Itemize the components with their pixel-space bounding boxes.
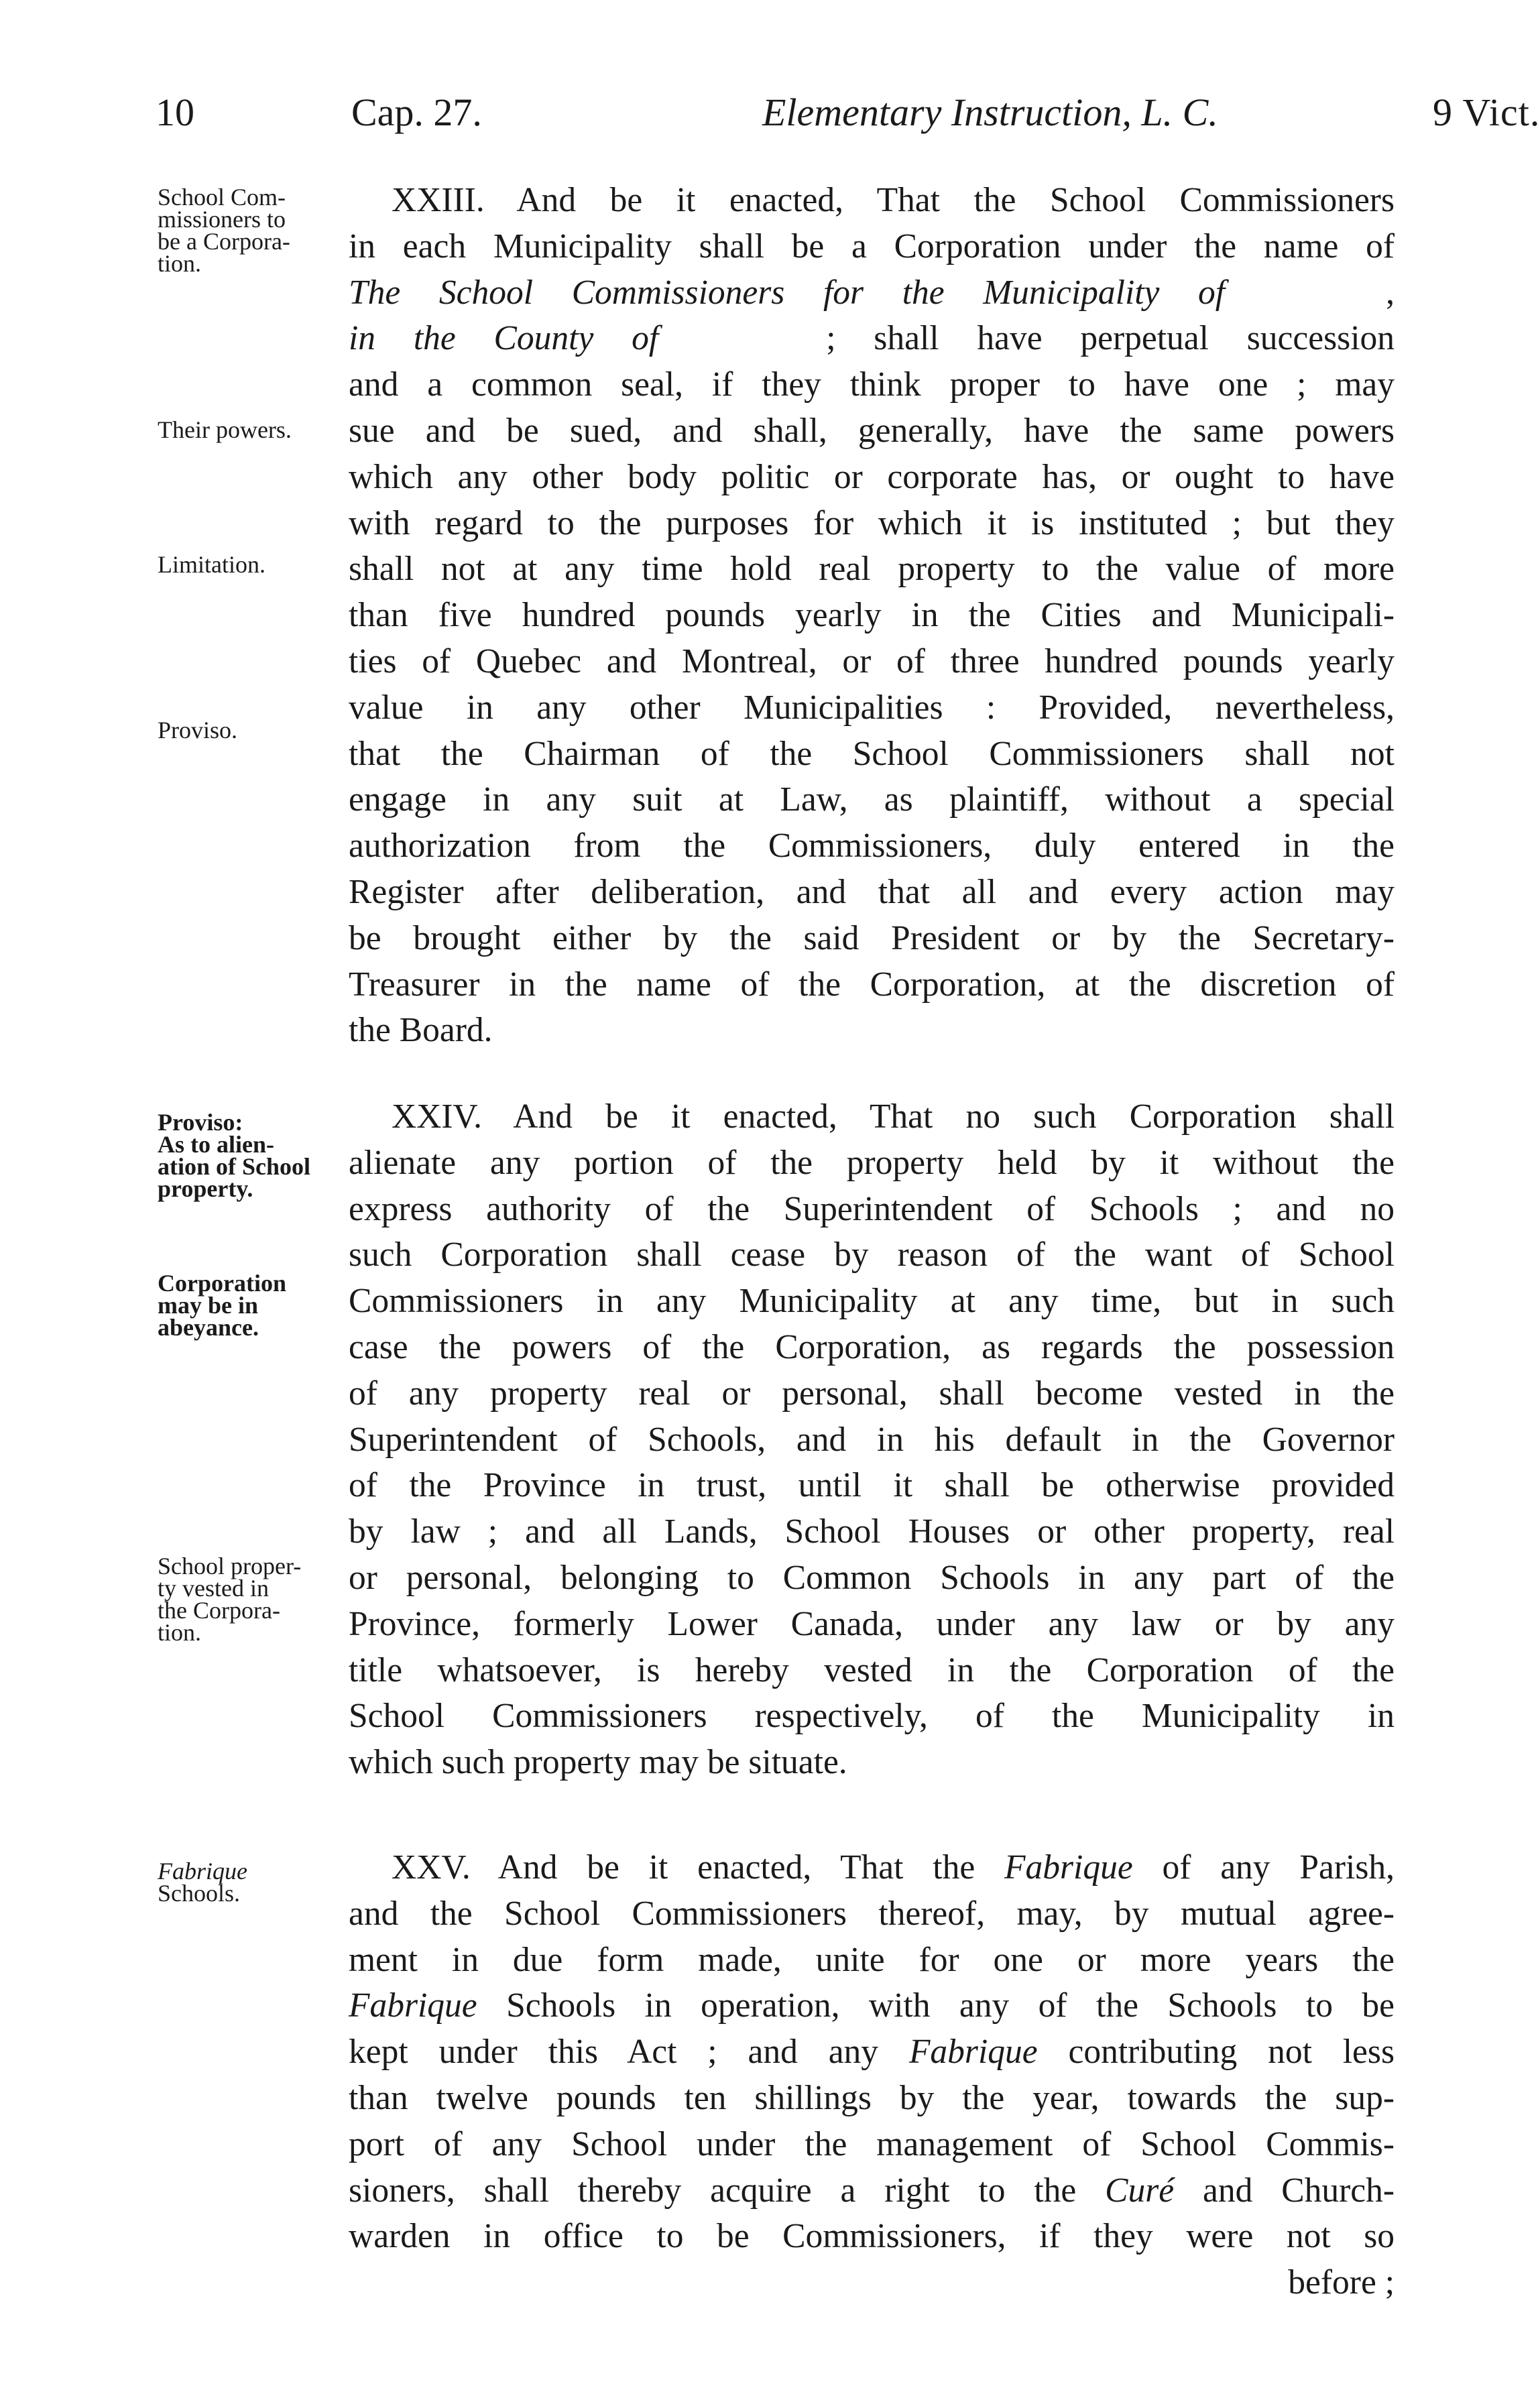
text-line: and a common seal, if they think proper to have one ; may bbox=[349, 365, 1395, 404]
text-fragment: contributing not less bbox=[1037, 2033, 1395, 2072]
margin-note-their-powers bbox=[158, 416, 333, 443]
text-line: in each Municipality shall be a Corporation under the name of bbox=[349, 227, 1395, 265]
text-line: warden in office to be Commissioners, if they were not so bbox=[349, 2217, 1395, 2256]
text-line: authorization from the Commissioners, duly entered in the bbox=[349, 827, 1395, 865]
margin-note-line: As to alien- bbox=[158, 1131, 274, 1158]
text-line: with regard to the purposes for which it is instituted ; but they bbox=[349, 503, 1395, 542]
text-line bbox=[349, 1845, 1395, 1891]
italic-text: Fabrique bbox=[1004, 1848, 1133, 1887]
italic-text: in the County of bbox=[349, 319, 659, 358]
text-line: be brought either by the said President or by the Secretary- bbox=[349, 918, 1395, 957]
section-xxiii bbox=[349, 178, 1395, 1054]
text-line: ment in due form made, unite for one or more years the bbox=[349, 1940, 1395, 1979]
margin-note-line: Their powers. bbox=[158, 416, 292, 443]
margin-note-school-commissioners bbox=[158, 186, 333, 275]
text-line: and the School Commissioners thereof, may, by mutual agree- bbox=[349, 1894, 1395, 1933]
margin-note-line: tion. bbox=[158, 250, 202, 277]
margin-note-line: ty vested in bbox=[158, 1575, 269, 1602]
text-fragment: sioners, shall thereby acquire a right to the bbox=[349, 2171, 1106, 2210]
margin-note-line: the Corpora- bbox=[158, 1597, 280, 1624]
text-line: engage in any suit at Law, as plaintiff, without a special bbox=[349, 780, 1395, 819]
margin-note-fabrique-schools bbox=[158, 1860, 333, 1905]
running-title: Elementary Instruction, L. C. bbox=[762, 91, 1218, 134]
regnal-year: 9 Vict. bbox=[1433, 91, 1540, 134]
text-line: Register after deliberation, and that all and every action may bbox=[349, 872, 1395, 911]
text-line: the Board. bbox=[349, 1011, 493, 1050]
text-line: which such property may be situate. bbox=[349, 1743, 847, 1782]
text-line: which any other body politic or corporate has, or ought to have bbox=[349, 457, 1395, 496]
margin-note-corporation-abeyance bbox=[158, 1272, 333, 1339]
text-line: or personal, belonging to Common Schools in any part of the bbox=[349, 1558, 1395, 1597]
margin-note-proviso-alienation bbox=[158, 1109, 333, 1202]
text-line: port of any School under the management of School Commis- bbox=[349, 2124, 1395, 2163]
text-line: XXIV. And be it enacted, That no such Corporation shall bbox=[392, 1097, 1395, 1136]
text-fragment: ; shall have perpetual succession bbox=[826, 319, 1395, 358]
text-line: shall not at any time hold real property to the value of more bbox=[349, 550, 1395, 589]
margin-note-line: Corporation bbox=[158, 1270, 286, 1297]
text-line: that the Chairman of the School Commissioners shall not bbox=[349, 734, 1395, 773]
text-fragment: and Church- bbox=[1174, 2171, 1395, 2210]
text-fragment: XXV. And be it enacted, That the bbox=[392, 1848, 1005, 1887]
margin-note-line: School proper- bbox=[158, 1553, 302, 1579]
margin-note-line: may be in bbox=[158, 1292, 259, 1319]
italic-text: The School Commissioners for the Municipality of bbox=[349, 273, 1226, 312]
text-line bbox=[349, 2029, 1395, 2076]
margin-note-line: ation of School bbox=[158, 1153, 311, 1180]
text-line: than five hundred pounds yearly in the Cities and Municipali- bbox=[349, 596, 1395, 635]
text-line: by law ; and all Lands, School Houses or other property, real bbox=[349, 1512, 1395, 1551]
text-line: alienate any portion of the property held by it without the bbox=[349, 1143, 1395, 1182]
catchword: before ; bbox=[1288, 2263, 1395, 2302]
text-line: value in any other Municipalities : Provided, nevertheless, bbox=[349, 688, 1395, 727]
margin-note-line: missioners to bbox=[158, 206, 286, 233]
text-fragment: of any Parish, bbox=[1132, 1848, 1395, 1887]
italic-text: Curé bbox=[1105, 2171, 1175, 2210]
text-line bbox=[349, 1983, 1395, 2029]
text-line: sue and be sued, and shall, generally, have the same powers bbox=[349, 411, 1395, 450]
text-line: Superintendent of Schools, and in his default in the Governor bbox=[349, 1420, 1395, 1459]
chapter-label: Cap. 27. bbox=[351, 91, 482, 134]
margin-note-school-property bbox=[158, 1555, 333, 1644]
margin-note-line: property. bbox=[158, 1175, 253, 1202]
text-line: case the powers of the Corporation, as regards the possession bbox=[349, 1327, 1395, 1366]
text-line: express authority of the Superintendent of Schools ; and no bbox=[349, 1189, 1395, 1228]
section-xxv bbox=[349, 1845, 1395, 2306]
text-line: Province, formerly Lower Canada, under any law or by any bbox=[349, 1604, 1395, 1643]
text-line: of the Province in trust, until it shall be otherwise provided bbox=[349, 1466, 1395, 1505]
text-line bbox=[349, 2168, 1395, 2214]
margin-note-line: Schools. bbox=[158, 1880, 241, 1907]
text-line bbox=[349, 270, 1395, 316]
text-line: School Commissioners respectively, of the Municipality in bbox=[349, 1697, 1395, 1736]
margin-note-line: Fabrique bbox=[158, 1858, 247, 1884]
text-fragment: Schools in operation, with any of the Schools to be bbox=[477, 1986, 1395, 2025]
comma: , bbox=[1386, 273, 1395, 312]
margin-note-line: abeyance. bbox=[158, 1314, 259, 1341]
section-xxiv bbox=[349, 1094, 1395, 1786]
text-line: of any property real or personal, shall become vested in the bbox=[349, 1374, 1395, 1413]
margin-note-proviso bbox=[158, 719, 333, 741]
text-line: ties of Quebec and Montreal, or of three hundred pounds yearly bbox=[349, 642, 1395, 680]
italic-text: Fabrique bbox=[908, 2033, 1038, 2072]
text-line: Commissioners in any Municipality at any time, but in such bbox=[349, 1282, 1395, 1321]
margin-note-line: tion. bbox=[158, 1619, 202, 1646]
text-line: Treasurer in the name of the Corporation, at the discretion of bbox=[349, 965, 1395, 1004]
text-line: XXIII. And be it enacted, That the School Commissioners bbox=[392, 181, 1395, 219]
margin-note-line: be a Corpora- bbox=[158, 228, 290, 255]
text-line: title whatsoever, is hereby vested in the Corporation of the bbox=[349, 1651, 1395, 1689]
margin-note-limitation bbox=[158, 551, 333, 578]
margin-note-line: Proviso: bbox=[158, 1109, 243, 1136]
margin-note-line: Proviso. bbox=[158, 717, 238, 743]
text-line bbox=[349, 316, 1395, 362]
page-number: 10 bbox=[156, 91, 194, 134]
margin-note-line: School Com- bbox=[158, 184, 286, 211]
text-line: such Corporation shall cease by reason of the want of School bbox=[349, 1236, 1395, 1274]
running-header bbox=[156, 86, 1540, 139]
text-line: than twelve pounds ten shillings by the year, towards the sup- bbox=[349, 2078, 1395, 2117]
italic-text: Fabrique bbox=[349, 1986, 477, 2025]
margin-note-line: Limitation. bbox=[158, 551, 265, 578]
text-fragment: kept under this Act ; and any bbox=[349, 2033, 909, 2072]
